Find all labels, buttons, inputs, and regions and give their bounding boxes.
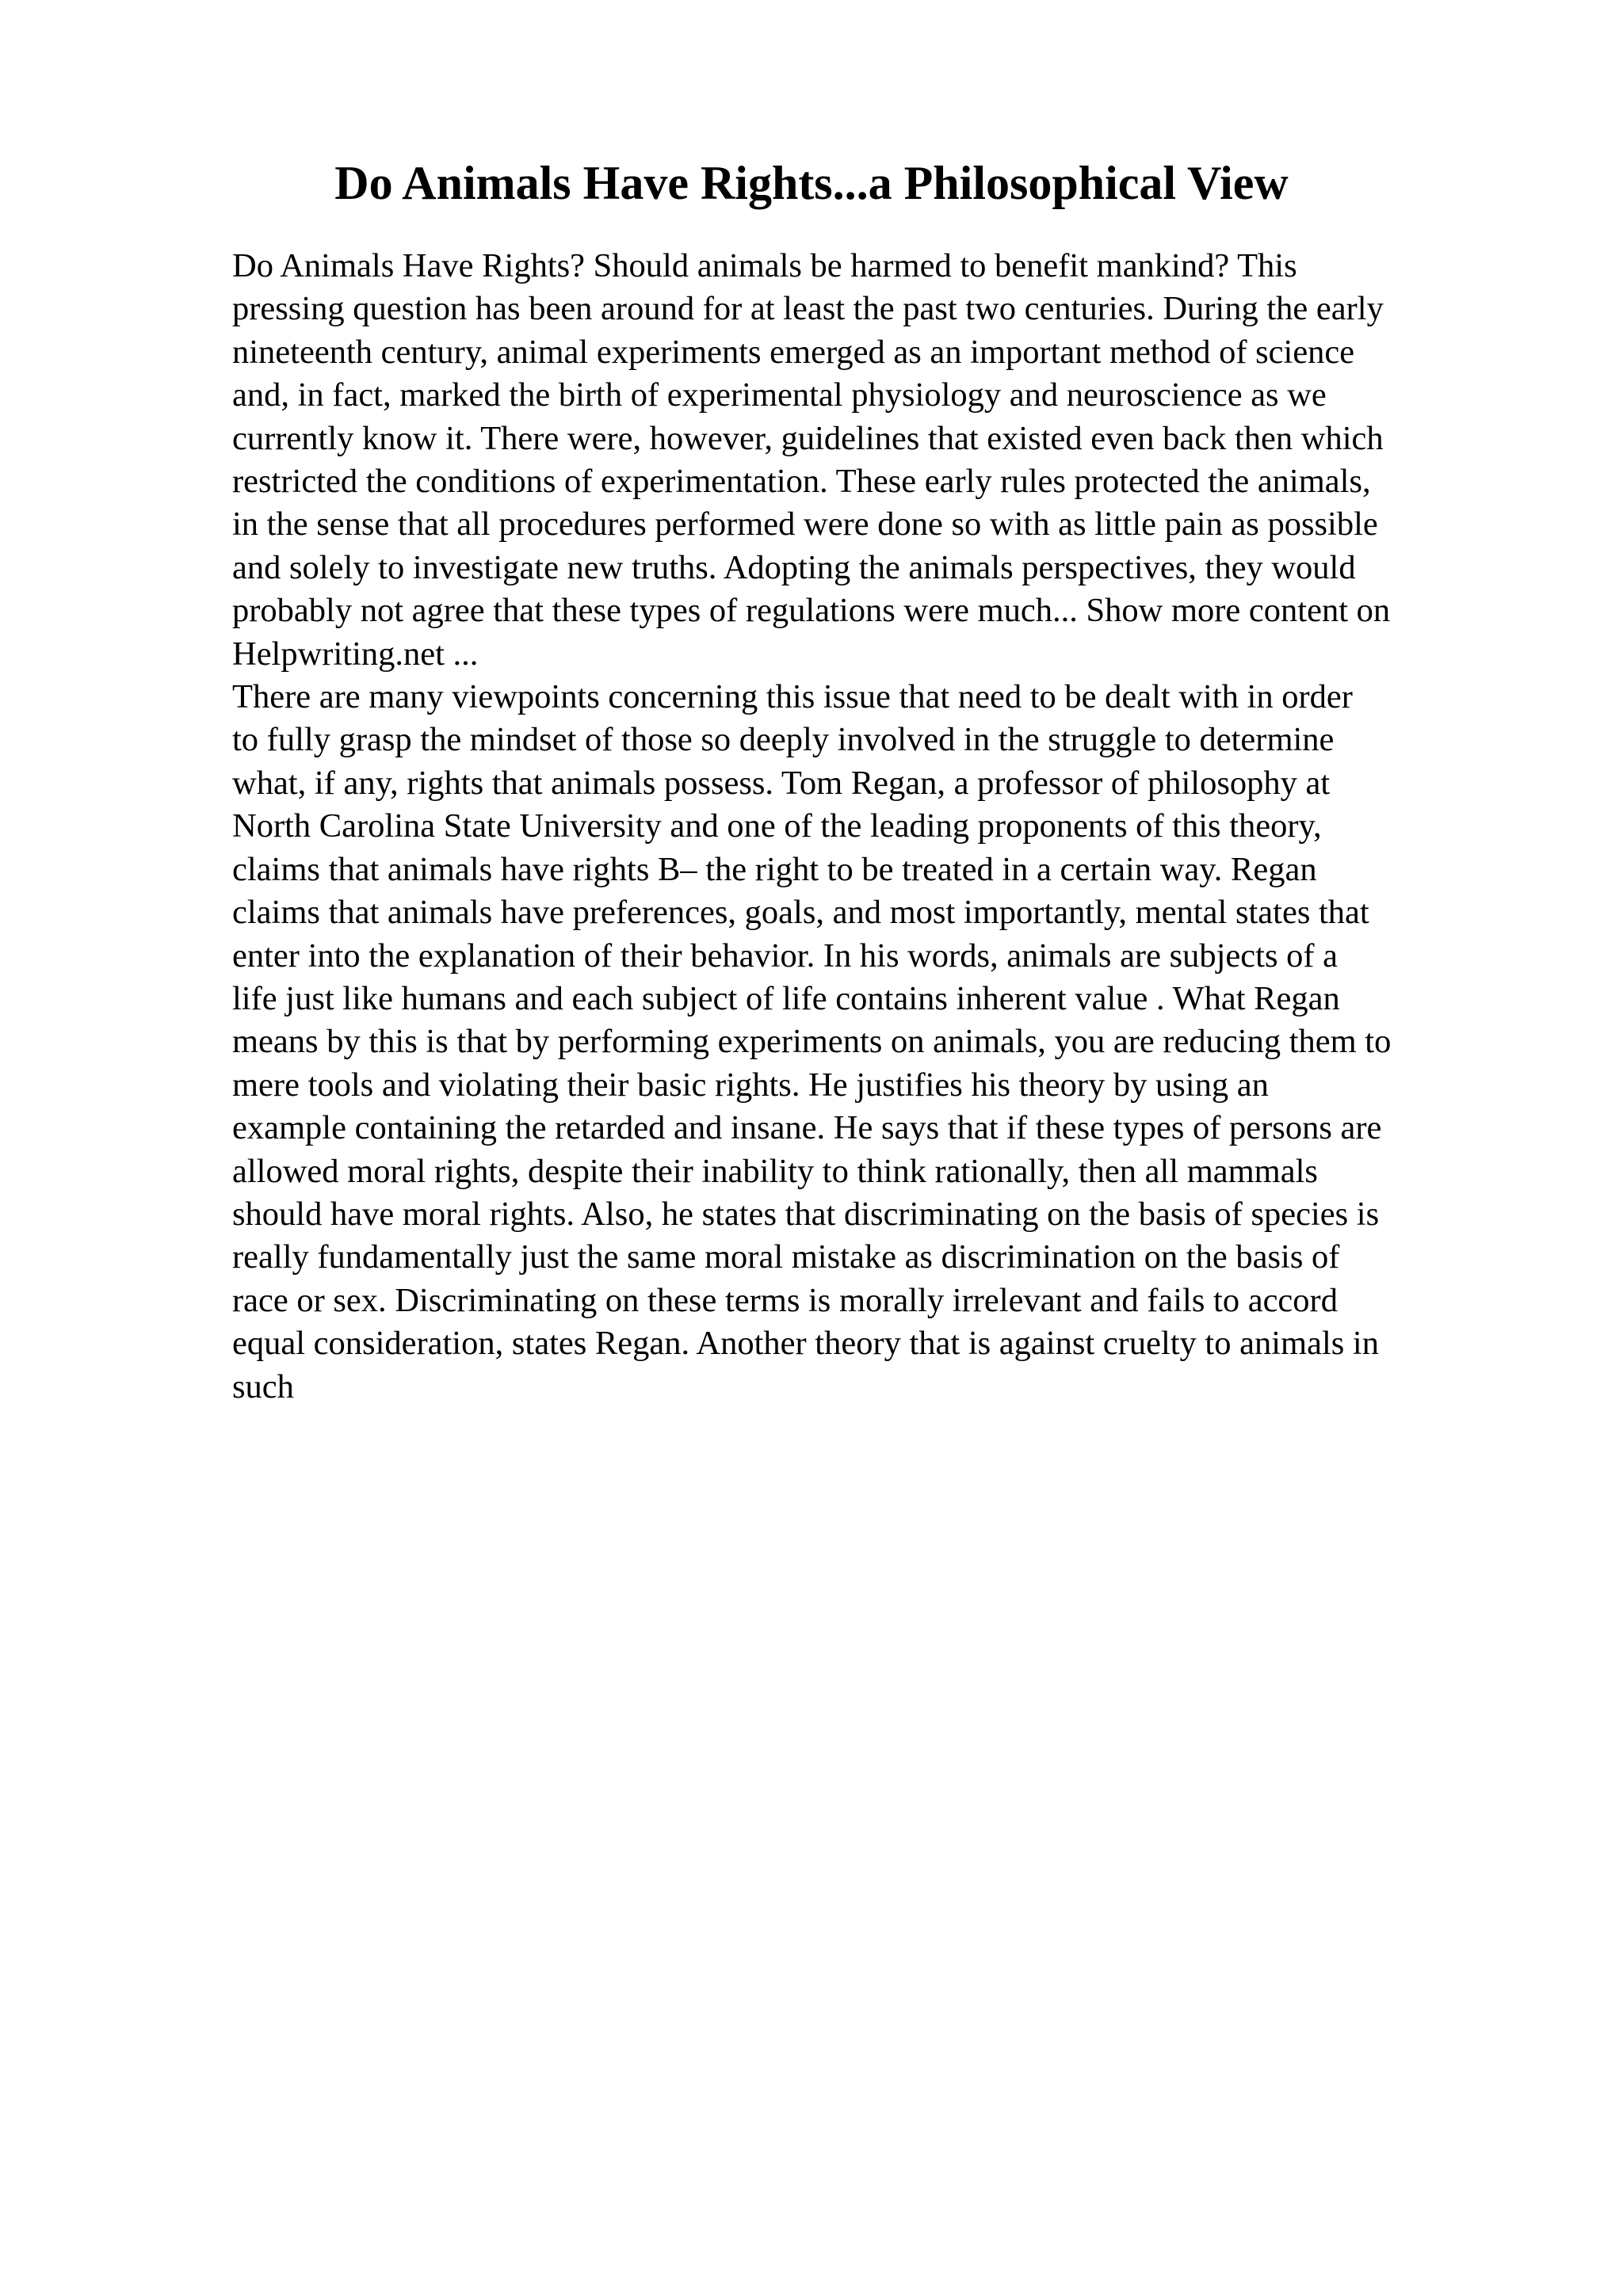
text-line: and solely to investigate new truths. Adopting the animals perspectives, they would — [232, 548, 1356, 586]
document-title: Do Animals Have Rights...a Philosophical View — [334, 157, 1289, 209]
text-line: example containing the retarded and insane. He says that if these types of persons are — [232, 1109, 1382, 1147]
text-line: claims that animals have rights В– the right to be treated in a certain way. Regan — [232, 850, 1317, 888]
text-line: There are many viewpoints concerning this issue that need to be dealt with in order — [232, 678, 1353, 716]
text-line: claims that animals have preferences, goals, and most importantly, mental states that — [232, 894, 1369, 932]
text-line: restricted the conditions of experimentation. These early rules protected the animals, — [232, 463, 1371, 501]
text-line: should have moral rights. Also, he states that discriminating on the basis of species is — [232, 1195, 1380, 1233]
text-line: currently know it. There were, however, guidelines that existed even back then which — [232, 419, 1384, 457]
text-line: to fully grasp the mindset of those so deeply involved in the struggle to determine — [232, 721, 1335, 759]
text-line: allowed moral rights, despite their inability to think rationally, then all mammals — [232, 1152, 1318, 1190]
text-line: pressing question has been around for at least the past two centuries. During the early — [232, 290, 1384, 328]
text-line: probably not agree that these types of regulations were much... Show more content on — [232, 592, 1391, 630]
text-line: mere tools and violating their basic rights. He justifies his theory by using an — [232, 1066, 1269, 1104]
text-line: Do Animals Have Rights? Should animals be harmed to benefit mankind? This — [232, 247, 1297, 284]
text-line: life just like humans and each subject of life contains inherent value . What Regan — [232, 979, 1340, 1017]
text-line: equal consideration, states Regan. Another theory that is against cruelty to animals in — [232, 1325, 1379, 1363]
paragraph-1 — [232, 245, 1516, 676]
text-line: such — [232, 1367, 294, 1405]
text-line: race or sex. Discriminating on these terms is morally irrelevant and fails to accord — [232, 1281, 1338, 1319]
text-line: what, if any, rights that animals possess. Tom Regan, a professor of philosophy at — [232, 764, 1331, 802]
text-line: in the sense that all procedures performed were done so with as little pain as possible — [232, 505, 1378, 543]
text-line: means by this is that by performing experiments on animals, you are reducing them to — [232, 1023, 1392, 1061]
text-line: really fundamentally just the same moral mistake as discrimination on the basis of — [232, 1238, 1340, 1276]
paragraph-2 — [232, 676, 1516, 1409]
text-line: North Carolina State University and one of the leading proponents of this theory, — [232, 807, 1322, 845]
text-line: and, in fact, marked the birth of experimental physiology and neuroscience as we — [232, 376, 1327, 414]
text-line: enter into the explanation of their behavior. In his words, animals are subjects of a — [232, 936, 1338, 974]
text-line: nineteenth century, animal experiments emerged as an important method of science — [232, 333, 1355, 371]
text-line: Helpwriting.net ... — [232, 635, 479, 673]
document-body — [232, 245, 1516, 1409]
